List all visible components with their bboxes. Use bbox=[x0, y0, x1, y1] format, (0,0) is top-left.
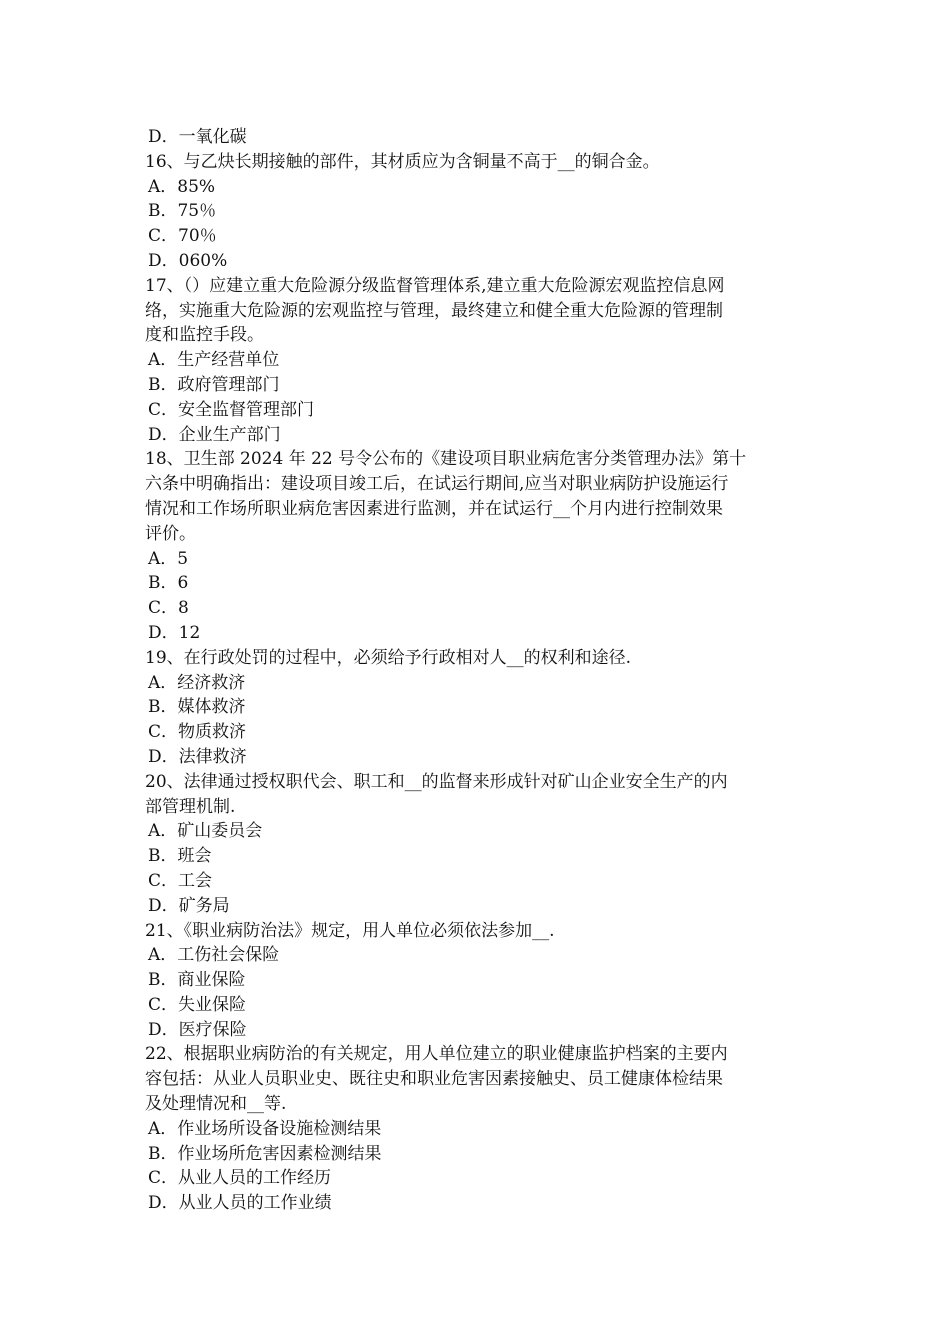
option-b: B．75％ bbox=[148, 201, 217, 222]
question-block bbox=[145, 770, 810, 919]
option-c: C．70％ bbox=[148, 226, 217, 247]
option-a: A．生产经营单位 bbox=[148, 350, 280, 371]
question-text-line: 18、卫生部 2024 年 22 号令公布的《建设项目职业病危害分类管理办法》第十 bbox=[145, 449, 747, 470]
question-block bbox=[145, 646, 810, 770]
question-text-line: 部管理机制. bbox=[145, 796, 236, 817]
question-text-line: 21、《职业病防治法》规定，用人单位必须依法参加__. bbox=[145, 920, 555, 941]
option-a: A．85% bbox=[148, 176, 216, 197]
question-list bbox=[145, 150, 810, 1216]
question-block bbox=[145, 1042, 810, 1216]
option-a: A．工伤社会保险 bbox=[148, 945, 280, 966]
question-text-line: 20、法律通过授权职代会、职工和__的监督来形成针对矿山企业安全生产的内 bbox=[145, 771, 728, 792]
option-d: D．一氧化碳 bbox=[148, 127, 247, 147]
option-a: A．作业场所设备设施检测结果 bbox=[148, 1118, 382, 1139]
option-b: B．政府管理部门 bbox=[148, 374, 280, 395]
option-c: C．8 bbox=[148, 598, 189, 619]
question-block bbox=[145, 150, 810, 274]
question-text-line: 及处理情况和__等. bbox=[145, 1094, 287, 1115]
option-c: C．从业人员的工作经历 bbox=[148, 1168, 332, 1189]
question-text-line: 络，实施重大危险源的宏观监控与管理，最终建立和健全重大危险源的管理制 bbox=[145, 300, 723, 321]
option-c: C．物质救济 bbox=[148, 722, 247, 743]
option-d: D．法律救济 bbox=[148, 746, 247, 767]
option-d: D．从业人员的工作业绩 bbox=[148, 1193, 332, 1214]
option-b: B．商业保险 bbox=[148, 970, 246, 991]
question-text-line: 19、在行政处罚的过程中，必须给予行政相对人__的权利和途径. bbox=[145, 647, 632, 668]
option-b: B．作业场所危害因素检测结果 bbox=[148, 1143, 382, 1164]
question-text-line: 22、根据职业病防治的有关规定，用人单位建立的职业健康监护档案的主要内 bbox=[145, 1044, 728, 1065]
question-text-line: 六条中明确指出：建设项目竣工后，在试运行期间,应当对职业病防护设施运行 bbox=[145, 474, 729, 495]
option-d: D．060% bbox=[148, 250, 228, 271]
question-text-line: 度和监控手段。 bbox=[145, 325, 264, 346]
option-d: D．12 bbox=[148, 622, 201, 643]
question-block bbox=[145, 919, 810, 1043]
option-a: A．经济救济 bbox=[148, 672, 246, 693]
option-c: C．失业保险 bbox=[148, 994, 247, 1015]
option-d: D．医疗保险 bbox=[148, 1019, 247, 1040]
question-text-line: 评价。 bbox=[145, 523, 196, 544]
option-b: B．班会 bbox=[148, 846, 212, 867]
question-text-line: 情况和工作场所职业病危害因素进行监测，并在试运行__个月内进行控制效果 bbox=[145, 498, 723, 519]
option-d: D．矿务局 bbox=[148, 895, 230, 916]
option-d: D．企业生产部门 bbox=[148, 424, 281, 445]
option-c: C．安全监督管理部门 bbox=[148, 399, 315, 420]
option-a: A．矿山委员会 bbox=[148, 821, 263, 842]
option-b: B．6 bbox=[148, 573, 189, 594]
option-b: B．媒体救济 bbox=[148, 697, 246, 718]
document-page bbox=[145, 125, 810, 1216]
question-block bbox=[145, 447, 810, 645]
question-text-line: 17、（）应建立重大危险源分级监督管理体系,建立重大危险源宏观监控信息网 bbox=[145, 275, 725, 296]
option-c: C．工会 bbox=[148, 870, 213, 891]
question-block bbox=[145, 274, 810, 448]
question-text-line: 16、与乙炔长期接触的部件，其材质应为含铜量不高于__的铜合金。 bbox=[145, 151, 660, 172]
option-a: A．5 bbox=[148, 548, 189, 569]
question-text-line: 容包括：从业人员职业史、既往史和职业危害因素接触史、员工健康体检结果 bbox=[145, 1069, 723, 1090]
